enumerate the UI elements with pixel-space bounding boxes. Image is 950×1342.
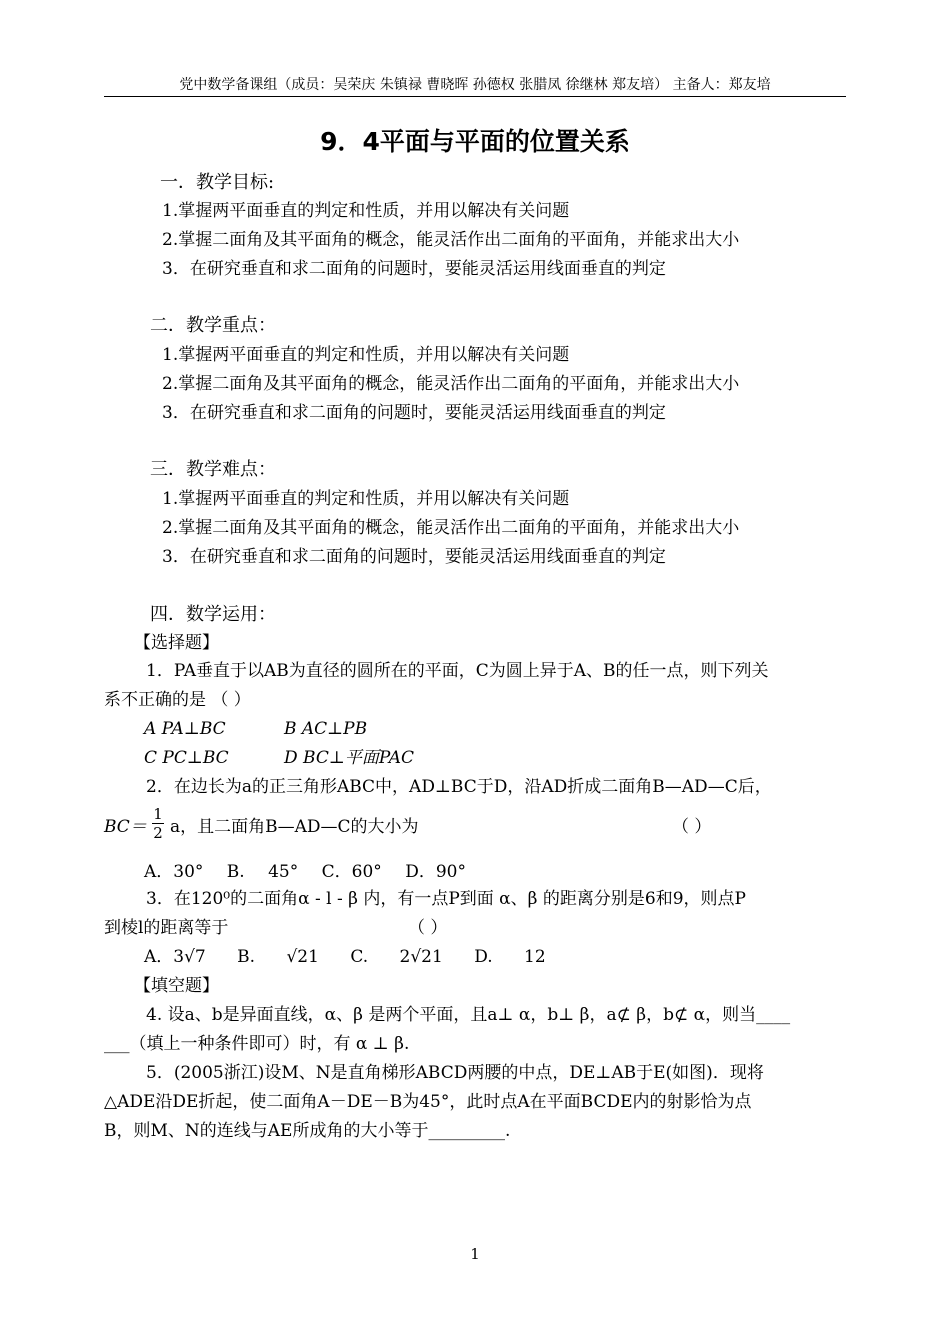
question-2-line-1: 2．在边长为a的正三角形ABC中，AD⊥BC于D，沿AD折成二面角B—AD—C后，: [146, 777, 772, 797]
question-1-option-a: A PA⊥BC: [144, 719, 226, 739]
question-1-option-b: B AC⊥PB: [284, 719, 368, 739]
question-5-line-3: B，则M、N的连线与AE所成角的大小等于_________.: [104, 1121, 511, 1141]
question-1-line-1: 1．PA垂直于以AB为直径的圆所在的平面，C为圆上异于A、B的任一点，则下列关: [146, 661, 769, 681]
difficulty-item-1: 1.掌握两平面垂直的判定和性质，并用以解决有关问题: [162, 489, 570, 509]
question-1-line-2: 系不正确的是 （ ）: [104, 690, 251, 710]
question-4-line-1: 4. 设a、b是异面直线，α、β 是两个平面，且a⊥ α，b⊥ β，a⊄ β，b⊄ α，则当____: [146, 1005, 791, 1025]
question-5-line-2: △ADE沿DE折起，使二面角A－DE－B为45°，此时点A在平面BCDE内的射影恰为点: [104, 1092, 752, 1112]
fill-heading: 【填空题】: [134, 976, 219, 996]
goal-item-1: 1.掌握两平面垂直的判定和性质，并用以解决有关问题: [162, 201, 570, 221]
question-3-answer-paren: （ ）: [408, 918, 448, 938]
question-3-line-2: 到棱l的距离等于: [104, 918, 229, 938]
question-2-options: A．30° B. 45° C．60° D．90°: [144, 862, 466, 882]
question-1-option-d: D BC⊥平面PAC: [284, 748, 414, 768]
keypoint-item-1: 1.掌握两平面垂直的判定和性质，并用以解决有关问题: [162, 345, 570, 365]
question-5-line-1: 5．(2005浙江)设M、N是直角梯形ABCD两腰的中点，DE⊥AB于E(如图)．现将: [146, 1063, 764, 1083]
section-keypoints-heading: 二．教学重点：: [150, 315, 276, 336]
question-3-line-1: 3．在120⁰的二面角α - l - β 内，有一点P到面 α、β 的距离分别是6和9，则点P: [146, 889, 746, 909]
question-2-bc-equals: BC＝: [104, 817, 147, 837]
goal-item-3: 3．在研究垂直和求二面角的问题时，要能灵活运用线面垂直的判定: [162, 259, 666, 279]
difficulty-item-3: 3．在研究垂直和求二面角的问题时，要能灵活运用线面垂直的判定: [162, 547, 666, 567]
question-2-line-2: a，且二面角B—AD—C的大小为: [170, 817, 419, 837]
choice-heading: 【选择题】: [134, 633, 219, 653]
keypoint-item-3: 3．在研究垂直和求二面角的问题时，要能灵活运用线面垂直的判定: [162, 403, 666, 423]
fraction-denominator: 2: [153, 824, 163, 842]
page-header: 党中数学备课组（成员：吴荣庆 朱镇禄 曹晓晖 孙德权 张腊凤 徐继林 郑友培） 主备人：郑友培: [104, 76, 846, 97]
difficulty-item-2: 2.掌握二面角及其平面角的概念，能灵活作出二面角的平面角，并能求出大小: [162, 518, 740, 538]
question-2-answer-paren: （ ）: [672, 817, 712, 837]
goal-item-2: 2.掌握二面角及其平面角的概念，能灵活作出二面角的平面角，并能求出大小: [162, 230, 740, 250]
section-application-heading: 四．数学运用：: [150, 604, 276, 625]
document-title: 9．4平面与平面的位置关系: [320, 127, 630, 156]
keypoint-item-2: 2.掌握二面角及其平面角的概念，能灵活作出二面角的平面角，并能求出大小: [162, 374, 740, 394]
section-difficulties-heading: 三．教学难点：: [150, 459, 276, 480]
fraction-numerator: 1: [153, 805, 163, 823]
fraction-one-half: [150, 805, 166, 842]
question-3-options: A．3√7 B. √21 C. 2√21 D. 12: [144, 947, 546, 967]
question-4-line-2: ___（填上一种条件即可）时，有 α ⊥ β.: [104, 1034, 410, 1054]
section-goals-heading: 一．教学目标:: [160, 172, 275, 193]
question-1-option-c: C PC⊥BC: [144, 748, 229, 768]
page-number: 1: [470, 1245, 480, 1263]
